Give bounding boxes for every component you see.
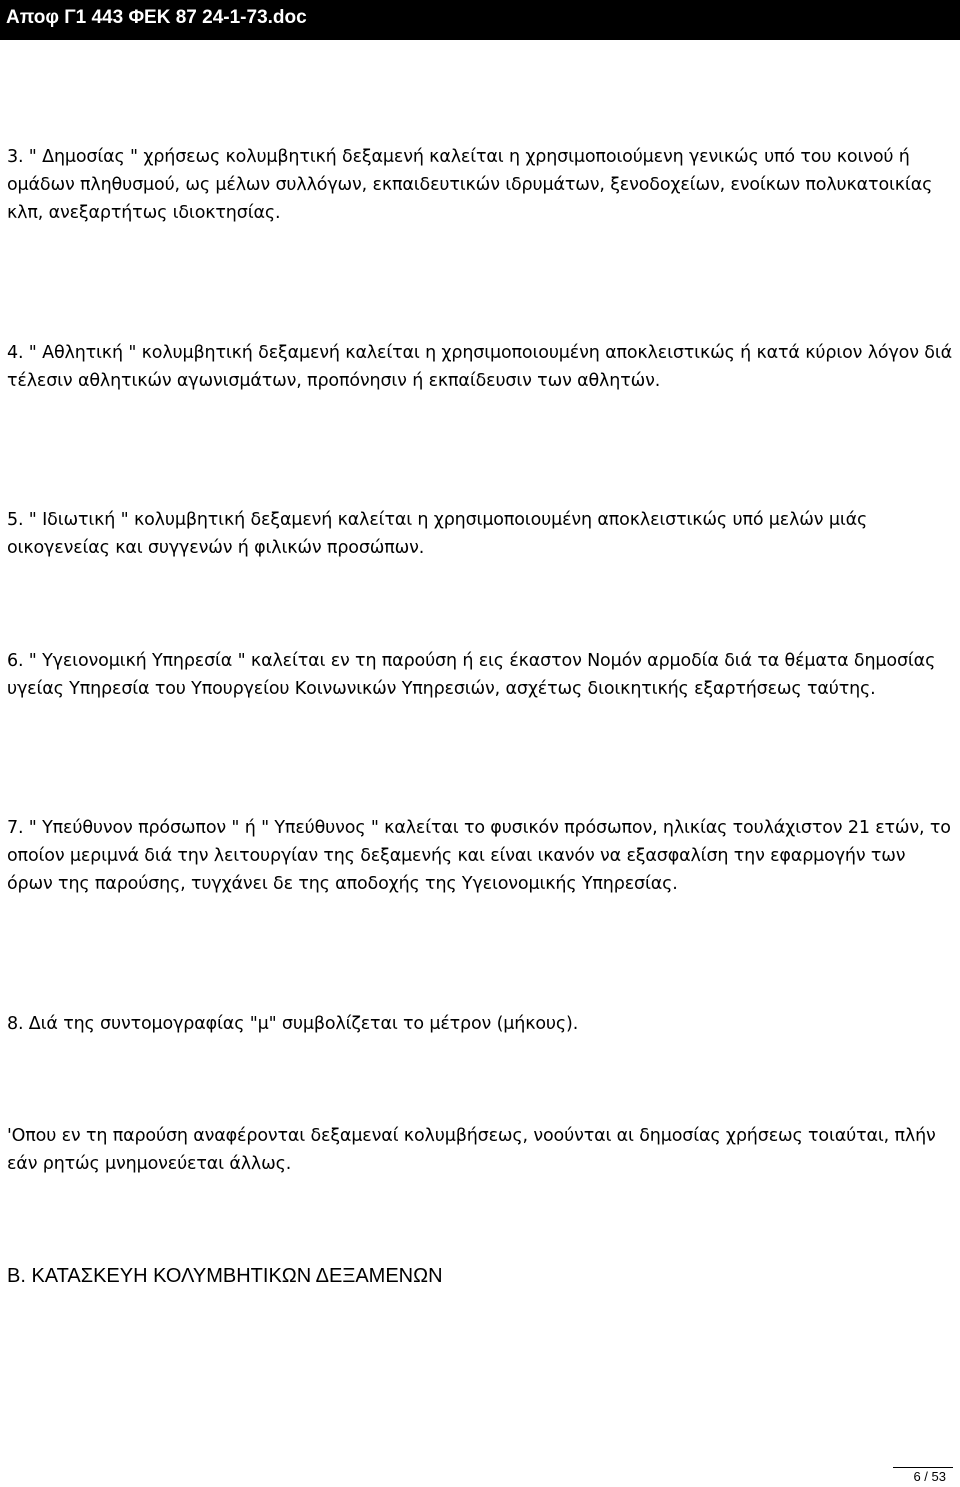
section-heading: Β. ΚΑΤΑΣΚΕΥΗ ΚΟΛΥΜΒΗΤΙΚΩΝ ΔΕΞΑΜΕΝΩΝ xyxy=(7,1265,443,1287)
definition-paragraph-6: 6. " Υγειονομική Υπηρεσία " καλείται εν τη παρούση ή εις έκαστον Νομόν αρμοδία διά τα θέματα δημοσίας υγείας Υπηρεσία του Υπουργείου Κοινωνικών Υπηρεσιών, ασχέτως διοικητικής εξαρτήσεως ταύτης. xyxy=(7,651,936,699)
definition-paragraph-4: 4. " Αθλητική " κολυμβητική δεξαμενή καλείται η χρησιμοποιουμένη αποκλειστικώς ή κατά κύριον λόγον διά τέλεσιν αθλητικών αγωνισμάτων, προπόνησιν ή εκπαίδευσιν των αθλητών. xyxy=(7,343,952,391)
definition-paragraph-8: 8. Διά της συντομογραφίας "μ" συμβολίζεται το μέτρον (μήκους). xyxy=(7,1014,579,1034)
page-number: 6 / 53 xyxy=(913,1469,946,1484)
definition-paragraph-5: 5. " Ιδιωτική " κολυμβητική δεξαμενή καλείται η χρησιμοποιουμένη αποκλειστικώς υπό μελών μιάς οικογενείας και συγγενών ή φιλικών προσώπων. xyxy=(7,510,868,558)
document-title: Αποφ Γ1 443 ΦΕΚ 87 24-1-73.doc xyxy=(6,7,307,28)
definition-paragraph-3: 3. " Δημοσίας " χρήσεως κολυμβητική δεξαμενή καλείται η χρησιμοποιούμενη γενικώς υπό του κοινού ή ομάδων πληθυσμού, ως μέλων συλλόγων, εκπαιδευτικών ιδρυμάτων, ξενοδοχείων, ενοίκων πολυκατοικίας κλπ, ανεξαρτήτως ιδιοκτησίας. xyxy=(7,147,933,223)
scope-note-paragraph: 'Οπου εν τη παρούση αναφέρονται δεξαμεναί κολυμβήσεως, νοούνται αι δημοσίας χρήσεως τοιαύται, πλήν εάν ρητώς μνημονεύεται άλλως. xyxy=(7,1126,936,1174)
definition-paragraph-7: 7. " Υπεύθυνον πρόσωπον " ή " Υπεύθυνος " καλείται το φυσικόν πρόσωπον, ηλικίας τουλάχιστον 21 ετών, το οποίον μεριμνά διά την λειτουργίαν της δεξαμενής και είναι ικανόν να εξασφαλίση την εφαρμογήν των όρων της παρούσης, τυγχάνει δε της αποδοχής της Υγειονομικής Υπηρεσίας. xyxy=(7,818,951,894)
document-title-bar xyxy=(0,0,960,40)
footer-divider xyxy=(893,1467,953,1468)
